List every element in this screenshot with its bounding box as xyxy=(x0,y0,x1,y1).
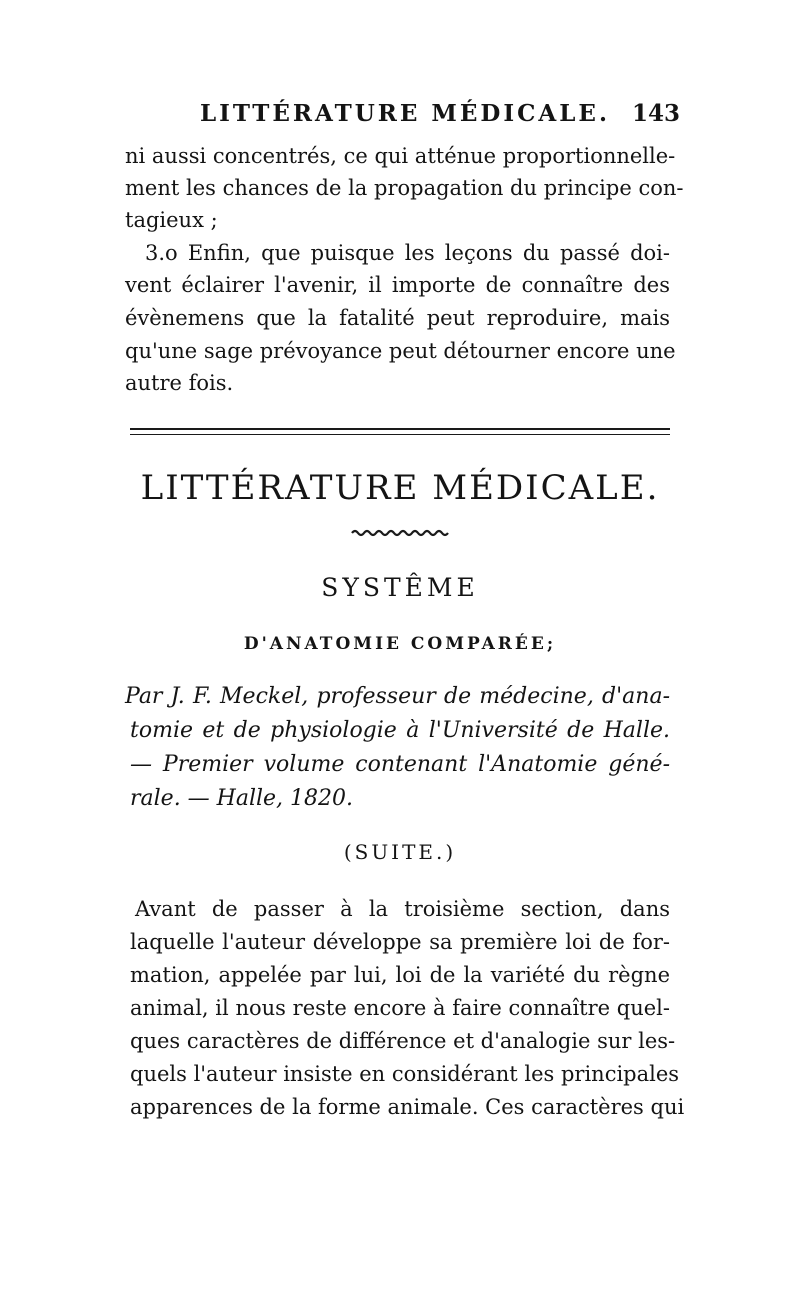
running-head xyxy=(200,100,680,130)
citation-line: Par J. F. Meckel, professeur de médecine, d'ana- xyxy=(125,684,670,709)
ornament-squiggle xyxy=(350,528,450,538)
top-text-line: ment les chances de la propagation du principe con- xyxy=(125,176,684,200)
body-text-line: mation, appelée par lui, loi de la variété du règne xyxy=(130,963,670,987)
body-text-line: quels l'auteur insiste en considérant les principales xyxy=(130,1062,680,1086)
body-text-line: laquelle l'auteur développe sa première loi de for- xyxy=(130,930,670,954)
top-text-line: 3.o Enfin, que puisque les leçons du passé doi- xyxy=(145,241,670,265)
body-text-line: animal, il nous reste encore à faire connaître quel- xyxy=(130,996,670,1020)
top-text-line: qu'une sage prévoyance peut détourner encore une xyxy=(125,339,676,363)
page-number: 143 xyxy=(631,100,680,127)
citation-line: rale. — Halle, 1820. xyxy=(130,786,354,811)
body-text-line: ques caractères de différence et d'analogie sur les- xyxy=(130,1029,676,1053)
citation-line: — Premier volume contenant l'Anatomie géné- xyxy=(130,752,670,777)
top-text-line: autre fois. xyxy=(125,371,234,395)
work-subtitle: D'ANATOMIE COMPARÉE; xyxy=(243,634,557,654)
top-text-line: ni aussi concentrés, ce qui atténue proportionnelle- xyxy=(125,144,676,168)
top-text-line: vent éclairer l'avenir, il importe de connaître des xyxy=(125,273,670,297)
section-divider-rule xyxy=(130,434,670,435)
section-divider-rule xyxy=(130,428,670,430)
citation-line: tomie et de physiologie à l'Université de Halle. xyxy=(130,718,670,743)
body-text-line: Avant de passer à la troisième section, dans xyxy=(135,897,670,921)
top-text-line: évènemens que la fatalité peut reproduire, mais xyxy=(125,306,670,330)
continuation-label: (SUITE.) xyxy=(343,840,457,864)
top-text-line: tagieux ; xyxy=(125,208,218,232)
body-text-line: apparences de la forme animale. Ces caractères qui xyxy=(130,1095,685,1119)
running-head-title: LITTÉRATURE MÉDICALE. xyxy=(200,100,610,127)
work-title: SYSTÊME xyxy=(321,573,479,602)
section-title: LITTÉRATURE MÉDICALE. xyxy=(140,468,660,508)
